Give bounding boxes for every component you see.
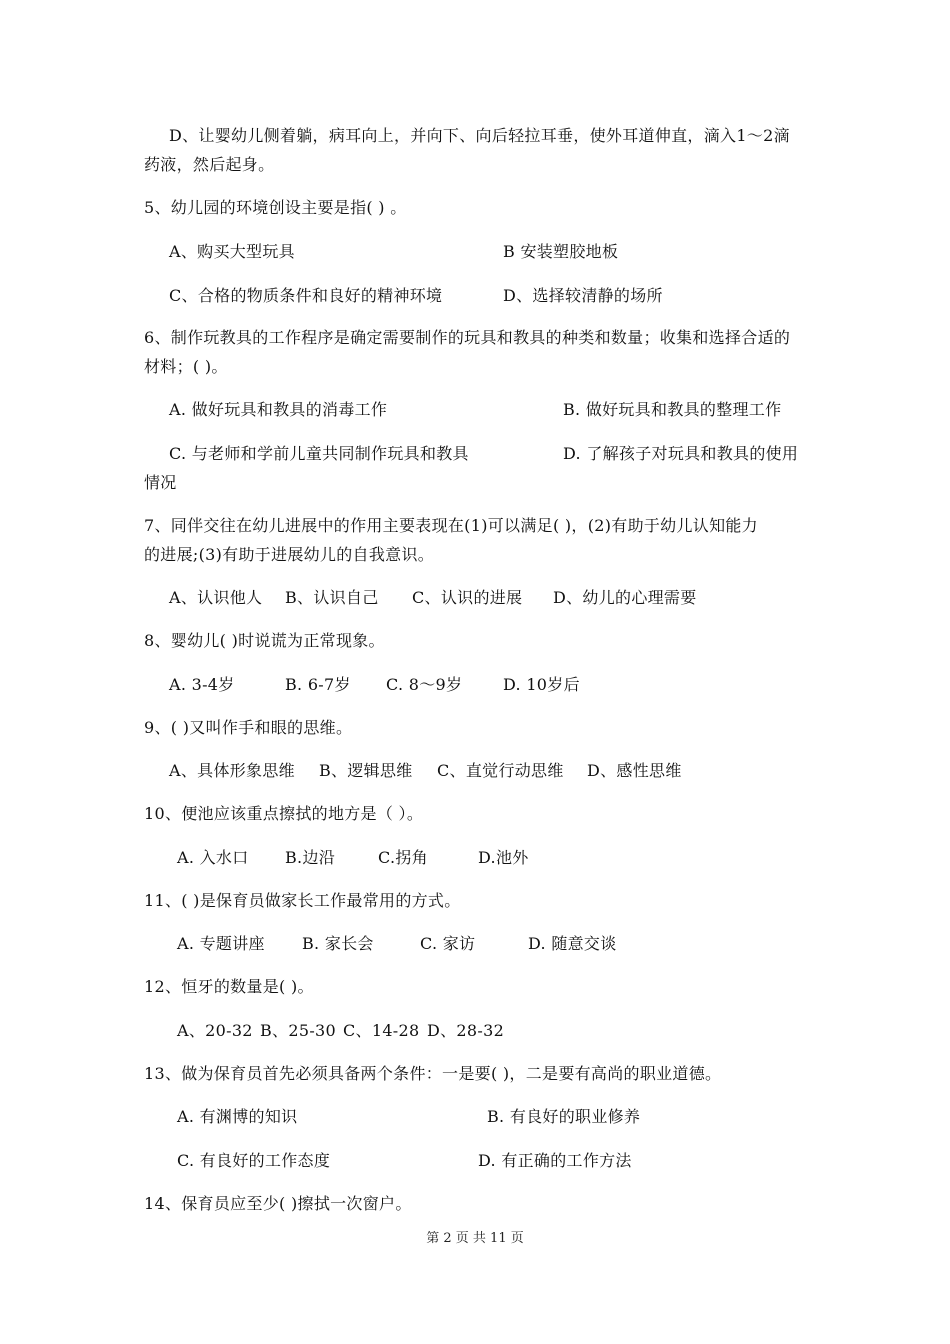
q6-option-c: C. 与老师和学前儿童共同制作玩具和教具 [169, 444, 469, 463]
q6-stem-line1: 6、制作玩教具的工作程序是确定需要制作的玩具和教具的种类和数量；收集和选择合适的 [144, 328, 791, 347]
q5-option-c: C、合格的物质条件和良好的精神环境 [169, 286, 443, 305]
q6-option-d-continued: 情况 [144, 473, 177, 492]
q9-option-c: C、直觉行动思维 [437, 761, 564, 780]
q12-option-a: A、20-32 [177, 1021, 253, 1040]
q9-stem: 9、( )又叫作手和眼的思维。 [144, 718, 353, 737]
q7-stem-line2: 的进展;(3)有助于进展幼儿的自我意识。 [144, 545, 435, 564]
q10-option-c: C.拐角 [378, 848, 428, 867]
q6-stem-line2: 材料；( )。 [144, 357, 228, 376]
q9-option-b: B、逻辑思维 [319, 761, 413, 780]
q11-option-d: D. 随意交谈 [528, 934, 617, 953]
q10-stem: 10、便池应该重点擦拭的地方是（ ）。 [144, 804, 424, 823]
q10-option-a: A. 入水口 [177, 848, 249, 867]
q7-stem-line1: 7、同伴交往在幼儿进展中的作用主要表现在(1)可以满足( )，(2)有助于幼儿认知能力 [144, 516, 758, 535]
q5-option-a: A、购买大型玩具 [169, 242, 295, 261]
q9-option-a: A、具体形象思维 [169, 761, 295, 780]
q7-option-b: B、认识自己 [285, 588, 379, 607]
q12-stem: 12、恒牙的数量是( )。 [144, 977, 314, 996]
q4-option-d-line2: 药液，然后起身。 [144, 155, 275, 174]
q5-option-b: B 安装塑胶地板 [503, 242, 619, 261]
q12-option-c: C、14-28 [343, 1021, 420, 1040]
page-footer: 第 2 页 共 11 页 [426, 1231, 524, 1246]
q12-option-b: B、25-30 [260, 1021, 336, 1040]
q13-option-b: B. 有良好的职业修养 [487, 1107, 641, 1126]
q11-option-b: B. 家长会 [302, 934, 374, 953]
q8-stem: 8、婴幼儿( )时说谎为正常现象。 [144, 631, 385, 650]
q7-option-a: A、认识他人 [169, 588, 263, 607]
q11-option-a: A. 专题讲座 [177, 934, 265, 953]
q5-option-d: D、选择较清静的场所 [503, 286, 663, 305]
q13-option-d: D. 有正确的工作方法 [478, 1151, 632, 1170]
q8-option-d: D. 10岁后 [503, 675, 580, 694]
q5-stem: 5、幼儿园的环境创设主要是指( ) 。 [144, 198, 407, 217]
q14-stem: 14、保育员应至少( )擦拭一次窗户。 [144, 1194, 412, 1213]
q13-stem: 13、做为保育员首先必须具备两个条件：一是要( )，二是要有高尚的职业道德。 [144, 1064, 722, 1083]
q8-option-c: C. 8～9岁 [386, 675, 463, 694]
q7-option-c: C、认识的进展 [412, 588, 523, 607]
q12-option-d: D、28-32 [427, 1021, 505, 1040]
q8-option-b: B. 6-7岁 [285, 675, 351, 694]
q13-option-c: C. 有良好的工作态度 [177, 1151, 331, 1170]
q10-option-b: B.边沿 [285, 848, 336, 867]
q11-stem: 11、( )是保育员做家长工作最常用的方式。 [144, 891, 461, 910]
q4-option-d-line1: D、让婴幼儿侧着躺，病耳向上，并向下、向后轻拉耳垂，使外耳道伸直，滴入1～2滴 [169, 126, 790, 145]
q10-option-d: D.池外 [478, 848, 529, 867]
q9-option-d: D、感性思维 [587, 761, 682, 780]
q11-option-c: C. 家访 [420, 934, 476, 953]
q13-option-a: A. 有渊博的知识 [177, 1107, 298, 1126]
q6-option-b: B. 做好玩具和教具的整理工作 [563, 400, 782, 419]
q8-option-a: A. 3-4岁 [169, 675, 235, 694]
q6-option-d: D. 了解孩子对玩具和教具的使用 [563, 444, 799, 463]
q6-option-a: A. 做好玩具和教具的消毒工作 [169, 400, 388, 419]
q7-option-d: D、幼儿的心理需要 [553, 588, 697, 607]
